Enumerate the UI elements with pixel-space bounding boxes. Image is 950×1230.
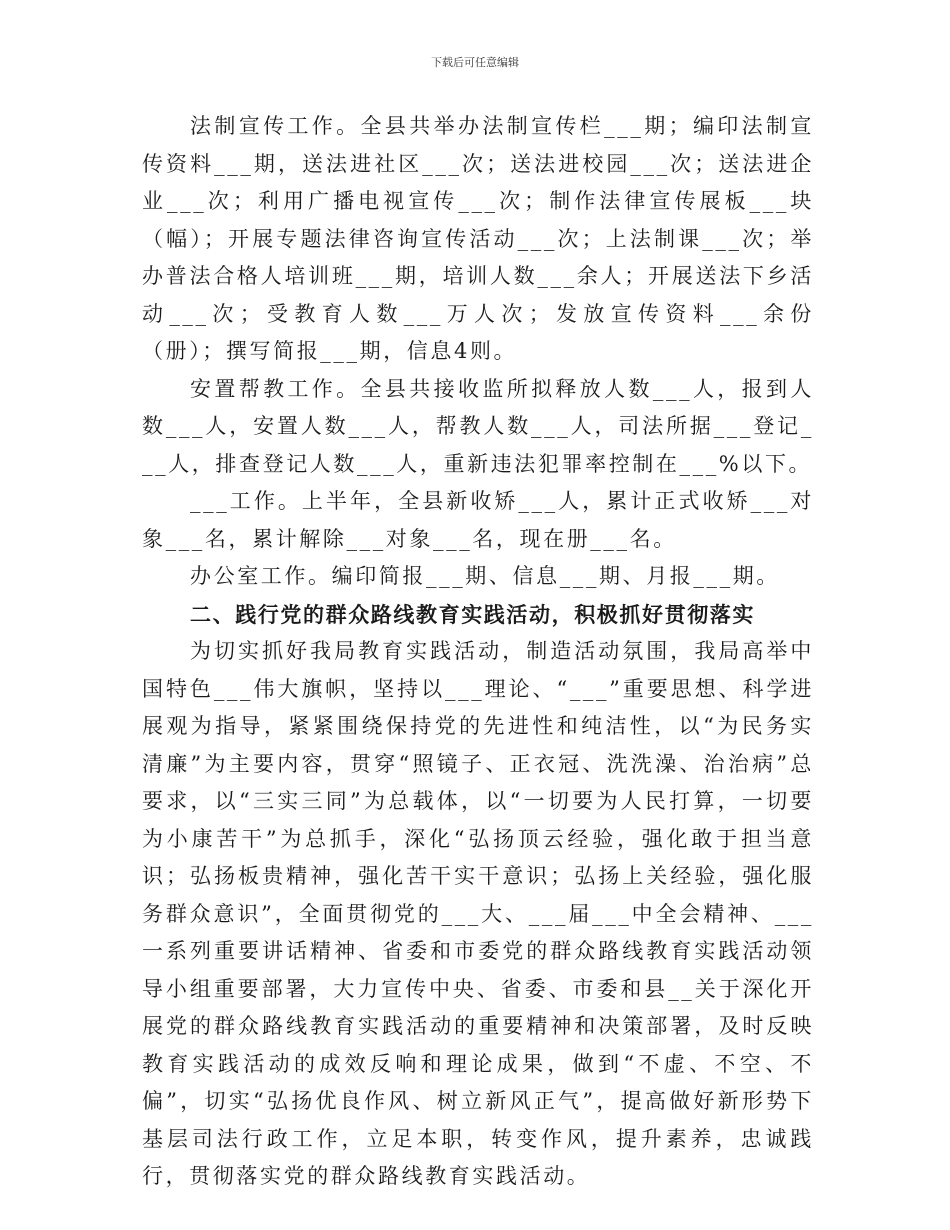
paragraph-education-practice: 为切实抓好我局教育实践活动，制造活动氛围，我局高举中国特色___伟大旗帜，坚持以___理论、“___”重要思想、科学进展观为指导，紧紧围绕保持党的先进性和纯洁性，以“为民务实清廉”为主要内容，贯穿“照镜子、正衣冠、洗洗澡、治治病”总要求，以“三实三同”为总载体，以“一切要为人民打算，一切要为小康苦干”为总抓手，深化“弘扬顶云经验，强化敢于担当意识；弘扬板贵精神，强化苦干实干意识；弘扬上关经验，强化服务群众意识”，全面贯彻党的___大、___届___中全会精神、___一系列重要讲话精神、省委和市委党的群众路线教育实践活动领导小组重要部署，大力宣传中央、省委、市委和县__关于深化开展党的群众路线教育实践活动的重要精神和决策部署，及时反映教育实践活动的成效反响和理论成果，做到“不虚、不空、不偏”，切实“弘扬优良作风、树立新风正气”，提高做好新形势下基层司法行政工作，立足本职，转变作风，提升素养，忠诚践行，贯彻落实党的群众路线教育实践活动。 xyxy=(142,639,814,1188)
document-body xyxy=(142,108,814,1196)
paragraph-correction-work: ___工作。上半年，全县新收矫___人，累计正式收矫___对象___名，累计解除___对象___名，现在册___名。 xyxy=(142,489,814,551)
download-edit-note: 下载后可任意编辑 xyxy=(431,56,519,69)
section-heading: 二、践行党的群众路线教育实践活动，积极抓好贯彻落实 xyxy=(190,601,755,627)
paragraph-legal-publicity: 法制宣传工作。全县共举办法制宣传栏___期；编印法制宣传资料___期，送法进社区___次；送法进校园___次；送法进企业___次；利用广播电视宣传___次；制作法律宣传展板___块（幅）；开展专题法律咨询宣传活动___次；上法制课___次；举办普法合格人培训班___期，培训人数___余人；开展送法下乡活动___次；受教育人数___万人次；发放宣传资料___余份（册）；撰写简报___期，信息4则。 xyxy=(142,114,814,363)
paragraph-resettlement-assistance: 安置帮教工作。全县共接收监所拟释放人数___人，报到人数___人，安置人数___人，帮教人数___人，司法所据___登记___人，排查登记人数___人，重新违法犯罪率控制在___%以下。 xyxy=(142,376,814,476)
paragraph-office-work: 办公室工作。编印简报___期、信息___期、月报___期。 xyxy=(190,564,780,588)
